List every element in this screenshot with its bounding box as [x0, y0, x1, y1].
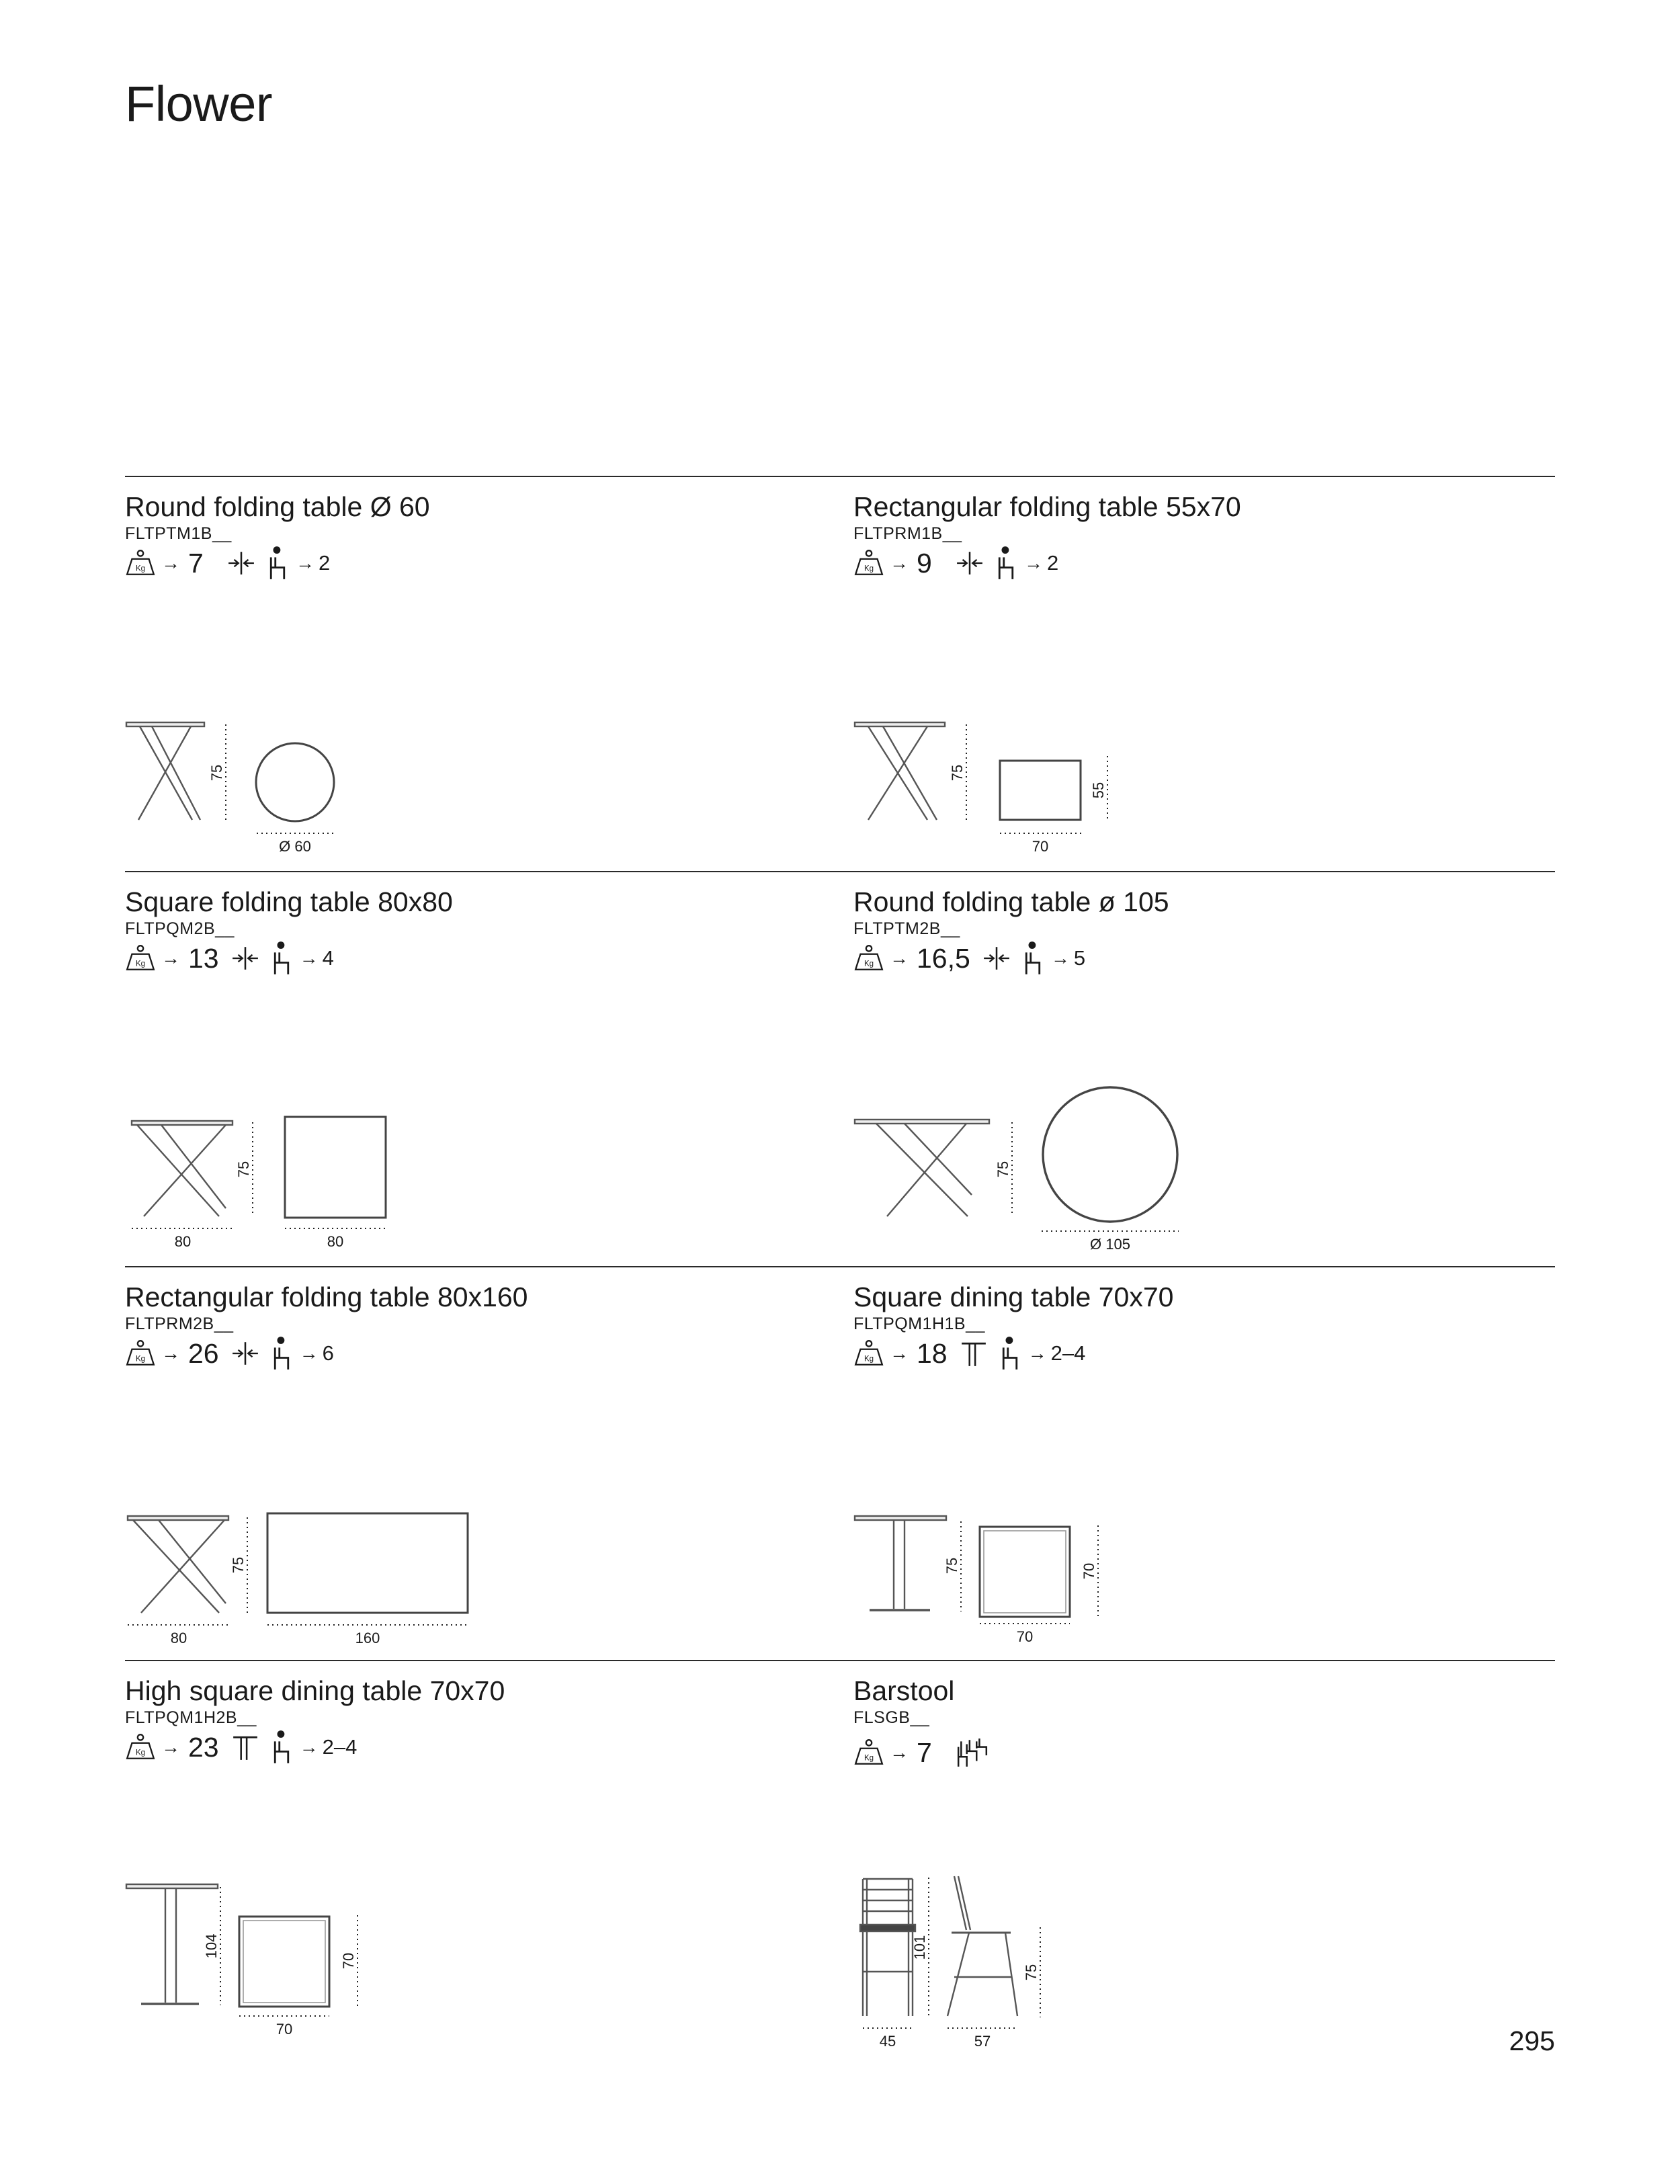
product-name: Square folding table 80x80	[125, 886, 453, 917]
arrow-icon: →	[299, 948, 319, 968]
product-card	[853, 1267, 1572, 1661]
top-dimension: 160	[355, 1630, 380, 1646]
product-code: FLSGB__	[853, 1708, 930, 1727]
technical-drawing	[125, 872, 844, 1266]
product-card	[853, 477, 1572, 871]
product-name: Square dining table 70x70	[853, 1282, 1174, 1312]
arrow-icon: →	[161, 1343, 180, 1363]
product-code: FLTPRM2B__	[125, 1314, 234, 1333]
weight-value: 9	[917, 547, 932, 579]
arrow-icon: →	[1050, 948, 1070, 968]
product-code: FLTPTM2B__	[853, 919, 960, 938]
arrow-icon: →	[1024, 552, 1043, 573]
product-card	[125, 477, 844, 871]
side-dimension: 80	[174, 1233, 192, 1250]
weight-value: 23	[188, 1731, 219, 1763]
weight-value: 26	[188, 1337, 219, 1369]
arrow-icon: →	[890, 1343, 909, 1363]
product-code: FLTPTM1B__	[125, 524, 232, 543]
product-code: FLTPQM2B__	[125, 919, 235, 938]
weight-value: 16,5	[917, 942, 970, 974]
product-name: High square dining table 70x70	[125, 1675, 505, 1706]
product-card	[853, 1661, 1572, 2055]
height-dimension: 75	[235, 1161, 252, 1178]
arrow-icon: →	[299, 1736, 319, 1757]
seats-value: 5	[1073, 946, 1086, 970]
seat-height-dimension: 75	[1023, 1964, 1040, 1981]
arrow-icon: →	[890, 948, 909, 968]
page-title: Flower	[125, 76, 273, 132]
height-dimension: 75	[943, 1557, 960, 1574]
technical-drawing	[853, 1267, 1572, 1661]
seats-value: 2	[319, 551, 331, 575]
technical-drawing	[853, 872, 1572, 1266]
width-dimension: 70	[276, 2021, 293, 2038]
seats-value: 6	[322, 1341, 334, 1365]
product-card	[125, 1267, 844, 1661]
depth-dimension: 70	[340, 1952, 357, 1970]
seats-value: 2–4	[322, 1735, 358, 1759]
top-dimension: Ø 105	[1090, 1236, 1130, 1253]
product-name: Rectangular folding table 55x70	[853, 491, 1241, 522]
product-card	[125, 1661, 844, 2055]
technical-drawing	[125, 477, 844, 871]
top-dimension: Ø 60	[279, 838, 311, 855]
height-dimension: 75	[230, 1556, 247, 1574]
seats-value: 2	[1047, 551, 1059, 575]
height-dimension: 75	[949, 764, 966, 782]
depth-dimension: 70	[1081, 1562, 1097, 1580]
height-dimension: 75	[995, 1161, 1011, 1178]
depth-dimension: 55	[1090, 782, 1107, 799]
product-name: Rectangular folding table 80x160	[125, 1282, 528, 1312]
arrow-icon: →	[161, 552, 180, 573]
side-dimension: 80	[170, 1630, 187, 1646]
weight-value: 7	[188, 547, 204, 579]
arrow-icon: →	[1027, 1343, 1047, 1363]
product-code: FLTPQM1H1B__	[853, 1314, 985, 1333]
depth-dimension: 57	[974, 2033, 991, 2050]
arrow-icon: →	[296, 552, 314, 573]
page-number: 295	[1509, 2025, 1555, 2056]
width-dimension: 45	[879, 2033, 896, 2050]
product-card	[125, 872, 844, 1266]
height-dimension: 104	[203, 1933, 220, 1959]
product-name: Barstool	[853, 1675, 955, 1706]
product-card	[853, 872, 1572, 1266]
height-dimension: 101	[911, 1935, 928, 1960]
height-dimension: 75	[208, 764, 225, 782]
width-dimension: 70	[1016, 1628, 1034, 1645]
technical-drawing	[125, 1267, 844, 1661]
arrow-icon: →	[890, 552, 909, 573]
product-code: FLTPQM1H2B__	[125, 1708, 257, 1727]
arrow-icon: →	[161, 948, 180, 968]
weight-value: 13	[188, 942, 219, 974]
width-dimension: 70	[1032, 838, 1049, 855]
top-dimension: 80	[327, 1233, 344, 1250]
seats-value: 2–4	[1050, 1341, 1086, 1365]
seats-value: 4	[322, 946, 334, 970]
arrow-icon: →	[161, 1736, 180, 1757]
arrow-icon: →	[299, 1343, 319, 1363]
technical-drawing	[853, 1661, 1572, 2055]
product-code: FLTPRM1B__	[853, 524, 962, 543]
product-name: Round folding table ø 105	[853, 886, 1169, 917]
arrow-icon: →	[890, 1742, 909, 1763]
technical-drawing	[853, 477, 1572, 871]
technical-drawing	[125, 1661, 844, 2055]
weight-value: 7	[917, 1736, 932, 1768]
weight-value: 18	[917, 1337, 948, 1369]
product-name: Round folding table Ø 60	[125, 491, 430, 522]
